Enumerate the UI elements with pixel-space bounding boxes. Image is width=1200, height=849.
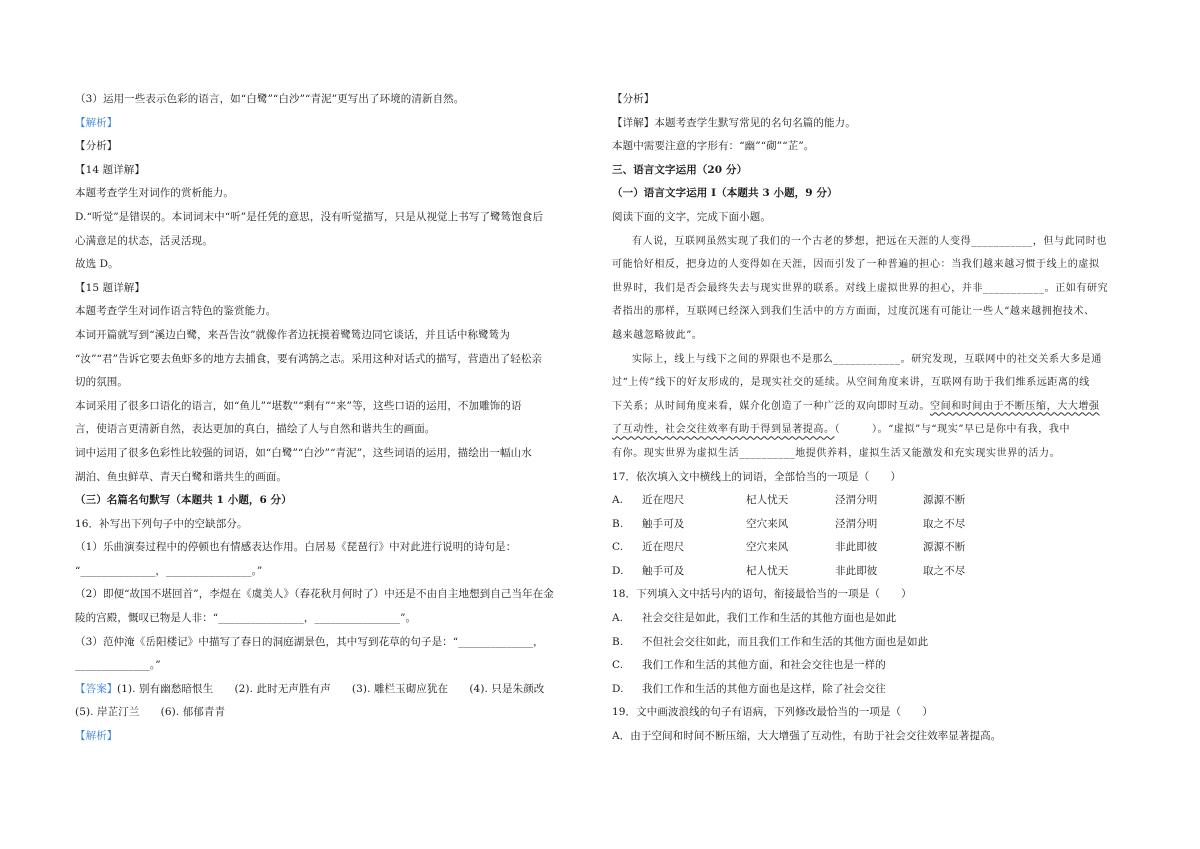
text-line: 故选 D。 (75, 258, 119, 271)
text-line: （3）范仲淹《岳阳楼记》中描写了春日的洞庭湖景色，其中写到花草的句子是：“______________， (75, 635, 544, 648)
q19-stem: 19．文中画波浪线的句子有语病，下列修改最恰当的一项是（ ） (612, 706, 933, 719)
option-letter: A. (612, 612, 624, 625)
passage-line: 世界时，我们是否会最终失去与现实世界的联系。对线上虚拟世界的担心，并非___________。正如有研究 (612, 282, 1109, 294)
wavy-underline-text: 了互动性，社会交往效率有助于得到显著提高。 (612, 424, 835, 436)
option-word: 空穴来风 (746, 541, 789, 554)
option-word: 近在咫尺 (642, 494, 685, 507)
text-line: 本题考查学生对词作的赏析能力。 (75, 187, 234, 200)
detail-line: 【详解】本题考查学生默写常见的名句名篇的能力。 (612, 116, 856, 129)
text-line: 湖泊、鱼虫鲜草、青天白鹭和谐共生的画面。 (75, 470, 287, 483)
text-line: 本题中需要注意的字形有：“幽”“砌”“芷”。 (612, 140, 815, 153)
passage-line: 可能恰好相反，把身边的人变得如在天涯，因而引发了一种普遍的担心：当我们越来越习惯于线上的虚拟 (612, 259, 1100, 271)
passage-line (612, 418, 1132, 442)
option-text: 社会交往是如此，我们工作和生活的其他方面也是如此 (642, 612, 897, 625)
answer-tag: 【答案】 (75, 682, 118, 695)
option-word: 取之不尽 (923, 517, 966, 530)
q17-option-c (612, 536, 1132, 560)
answer-line-2: (5). 岸芷汀兰 (6). 郁郁青青 (75, 706, 226, 719)
section-heading: 三、语言文字运用（20 分） (612, 163, 748, 176)
q17-option-a (612, 489, 1132, 513)
option-word: 取之不尽 (923, 564, 966, 577)
wavy-underline-text: 空间和时间由于不断压缩，大大增强 (930, 400, 1100, 412)
text-line: “汝”“君”告诉它要去鱼虾多的地方去捕食，要有鸿鹄之志。采用这种对话式的描写，营造出了轻松亲 (75, 352, 543, 365)
passage-line: 过“上传”线下的好友形成的，是现实社交的延续。从空间角度来讲，互联网有助于我们维系远距离的线 (612, 377, 1090, 389)
text-line: 心满意足的状态，活灵活现。 (75, 234, 213, 247)
option-word: 杞人忧天 (746, 494, 789, 507)
passage-line (612, 395, 1132, 419)
q14-heading: 【14 题详解】 (75, 163, 145, 176)
option-word: 非此即彼 (835, 541, 878, 554)
option-letter: C. (612, 659, 624, 672)
option-text: 不但社会交往如此，而且我们工作和生活的其他方面也是如此 (642, 635, 929, 648)
option-letter: B. (612, 635, 624, 648)
answer-text: (1). 别有幽愁暗恨生 (2). 此时无声胜有声 (3). 雕栏玉砌应犹在 (4). 只是朱颜改 (117, 682, 545, 695)
analysis-label: 【分析】 (612, 93, 655, 105)
option-word: 源源不断 (923, 541, 966, 554)
option-letter: C. (612, 541, 624, 554)
option-letter: A. (612, 494, 624, 507)
option-word: 泾渭分明 (835, 494, 878, 507)
text-line: 切的氛围。 (75, 376, 128, 389)
q17-stem: 17．依次填入文中横线上的词语，全部恰当的一项是（ ） (612, 470, 902, 483)
right-column (612, 88, 1132, 749)
text-line: 词中运用了很多色彩性比较强的词语，如“白鹭”“白沙”“青泥”，这些词语的运用，描绘出一幅山水 (75, 446, 532, 459)
left-column (75, 88, 590, 749)
q16-stem: 16．补写出下列句子中的空缺部分。 (75, 517, 248, 530)
passage-line: 者指出的那样，互联网已经深入到我们生活中的方方面面，过度沉迷有可能让一些人“越来越拥抱技术、 (612, 306, 1095, 318)
option-word: 近在咫尺 (642, 541, 685, 554)
fill-blank-line: “______________，________________。” (75, 564, 263, 577)
q18-option-a (612, 607, 1132, 631)
q18-option-c (612, 654, 1132, 678)
option-word: 源源不断 (923, 494, 966, 507)
text-line: （1）乐曲演奏过程中的停顿也有情感表达作用。白居易《琵琶行》中对此进行说明的诗句是： (75, 541, 517, 554)
q17-option-b (612, 513, 1132, 537)
option-word: 触手可及 (642, 517, 685, 530)
passage-line: 实际上，线上与线下之间的界限也不是那么____________。研究发现，互联网中的社交关系大多是通 (632, 353, 1102, 365)
option-text: 我们工作和生活的其他方面，和社会交往也是一样的 (642, 659, 886, 672)
instruction-line: 阅读下面的文字，完成下面小题。 (612, 210, 771, 223)
option-letter: D. (612, 682, 624, 695)
q15-heading: 【15 题详解】 (75, 281, 145, 294)
option-word: 杞人忧天 (746, 564, 789, 577)
passage-line: 有你。现实世界为虚拟生活__________地提供养料，虚拟生活又能激发和充实现实世界的活力。 (612, 447, 1061, 459)
option-word: 非此即彼 (835, 564, 878, 577)
subsection-heading: （一）语言文字运用 I（本题共 3 小题，9 分） (612, 187, 838, 200)
option-letter: B. (612, 517, 624, 530)
q18-option-b (612, 631, 1132, 655)
q17-option-d (612, 560, 1132, 584)
passage-text: 下关系；从时间角度来看，媒介化创造了一种广泛的双向即时互动。 (612, 400, 930, 412)
option-word: 触手可及 (642, 564, 685, 577)
analysis-tag: 【解析】 (75, 730, 118, 743)
option-text: 我们工作和生活的其他方面也是这样，除了社会交往 (642, 682, 886, 695)
fill-blank-line: 陵的宫殿，慨叹已物是人非：“________________，________________”。 (75, 612, 417, 625)
text-line: （2）即便“故国不堪回首”，李煜在《虞美人》（春花秋月何时了）中还是不由自主地想到自己当年在金 (75, 588, 554, 601)
text-line: 本题考查学生对词作语言特色的鉴赏能力。 (75, 305, 277, 318)
option-letter: D. (612, 564, 624, 577)
option-word: 泾渭分明 (835, 517, 878, 530)
section-heading: （三）名篇名句默写（本题共 1 小题，6 分） (75, 494, 292, 507)
text-line: （3）运用一些表示色彩的语言，如“白鹭”“白沙”“青泥”更写出了环境的清新自然。 (75, 93, 465, 105)
q18-stem: 18．下列填入文中括号内的语句，衔接最恰当的一项是（ ） (612, 588, 912, 601)
text-line: 本词开篇就写到“溪边白鹭，来吾告汝”就像作者边抚摸着鹭鸶边同它谈话，并且话中称鹭鸶为 (75, 328, 510, 341)
option-word: 空穴来风 (746, 517, 789, 530)
passage-line: 越来越忽略彼此”。 (612, 329, 703, 341)
fill-blank-line: ______________。” (75, 659, 161, 672)
analysis-tag: 【解析】 (75, 116, 118, 129)
passage-line: 有人说，互联网虽然实现了我们的一个古老的梦想，把远在天涯的人变得___________，但与此同时也 (632, 235, 1107, 247)
q18-option-d (612, 678, 1132, 702)
analysis-label: 【分析】 (75, 140, 118, 153)
text-line: 本词采用了很多口语化的语言，如“鱼儿”“堪数”“剩有”“来”等，这些口语的运用，不加雕饰的语 (75, 399, 522, 412)
q19-option-a: A．由于空间和时间不断压缩，大大增强了互动性，有助于社会交往效率显著提高。 (612, 730, 1002, 743)
text-line: D.“听觉”是错误的。本词词末中“听”是任凭的意思，没有听觉描写，只是从视觉上书写了鹭鸶饱食后 (75, 210, 544, 223)
text-line: 言，使语言更清新自然，表达更加的真白，描绘了人与自然和谐共生的画面。 (75, 423, 436, 436)
passage-text: （ ）。“虚拟”与“现实”早已是你中有我，我中 (834, 424, 1071, 436)
answer-line (75, 678, 590, 702)
